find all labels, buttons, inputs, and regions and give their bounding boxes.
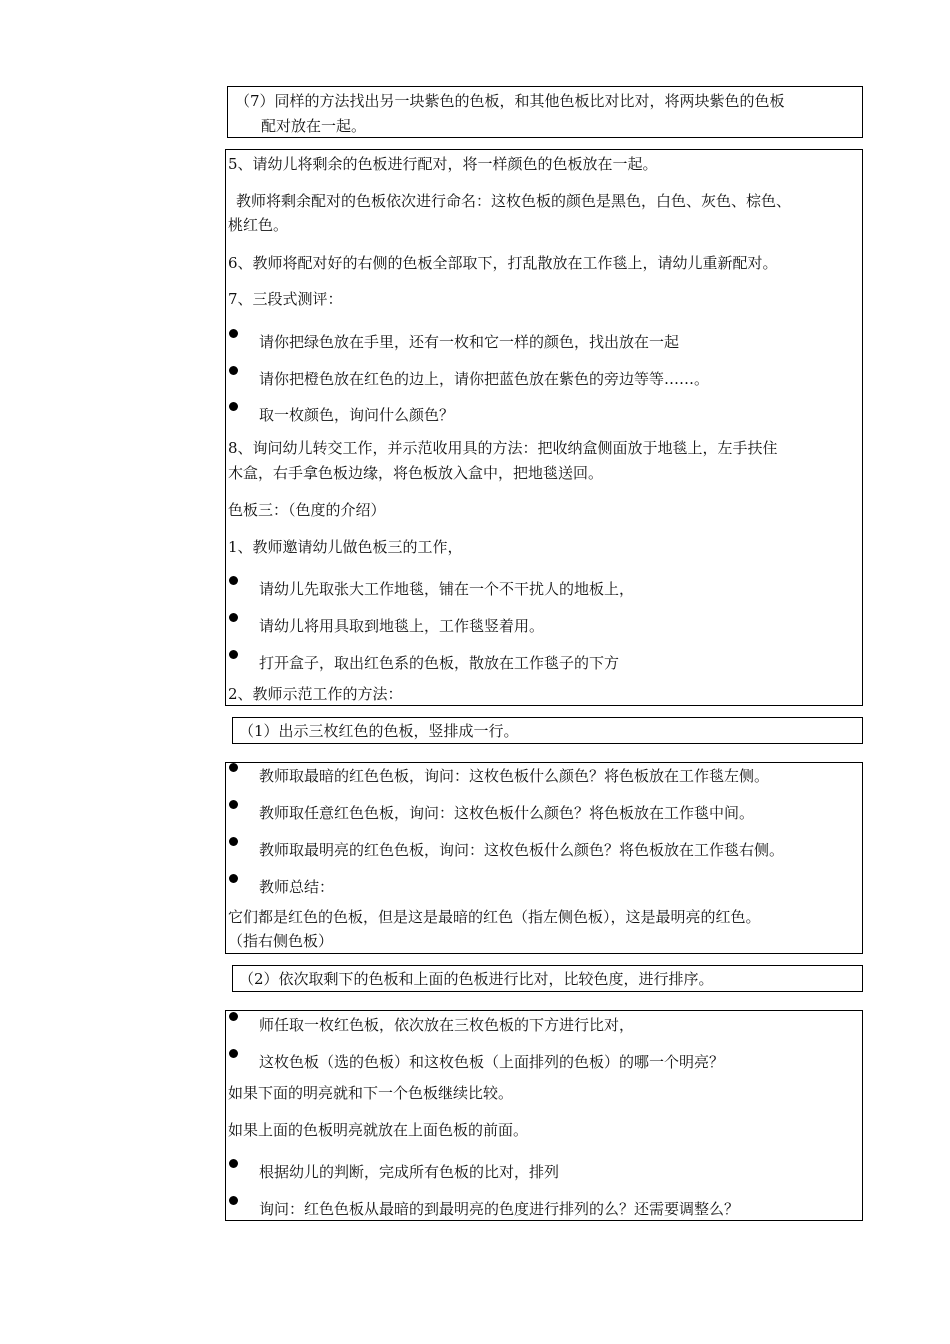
bullet-icon — [229, 837, 238, 846]
step-5: 5、请幼儿将剩余的色板进行配对，将一样颜色的色板放在一起。 — [228, 155, 658, 173]
demo-item-4: 教师总结： — [259, 878, 335, 896]
bullet-icon — [229, 613, 238, 622]
bullet-icon — [229, 650, 238, 659]
bullet-icon — [229, 1012, 238, 1021]
compare-item-3: 根据幼儿的判断，完成所有色板的比对，排列 — [259, 1163, 560, 1181]
step-6: 6、教师将配对好的右侧的色板全部取下，打乱散放在工作毯上，请幼儿重新配对。 — [228, 254, 778, 272]
comparison-box — [225, 1010, 863, 1221]
assessment-item-3: 取一枚颜色，询问什么颜色？ — [259, 406, 455, 424]
compare-item-1: 师任取一枚红色板，依次放在三枚色板的下方进行比对， — [259, 1016, 635, 1034]
bullet-icon — [229, 800, 238, 809]
bullet-icon — [229, 874, 238, 883]
bullet-icon — [229, 1049, 238, 1058]
prep-item-1: 请幼儿先取张大工作地毯，铺在一个不干扰人的地板上， — [259, 580, 635, 598]
assessment-item-1: 请你把绿色放在手里，还有一枚和它一样的颜色，找出放在一起 — [259, 333, 680, 351]
bullet-icon — [229, 1196, 238, 1205]
compare-rule-2: 如果上面的色板明亮就放在上面色板的前面。 — [228, 1121, 529, 1139]
summary-line-1: 它们都是红色的色板，但是这是最暗的红色（指左侧色板），这是最明亮的红色。 — [228, 908, 761, 926]
compare-item-2: 这枚色板（选的色板）和这枚色板（上面排列的色板）的哪一个明亮？ — [259, 1053, 725, 1071]
demo-item-3: 教师取最明亮的红色色板，询问：这枚色板什么颜色？将色板放在工作毯右侧。 — [259, 841, 785, 859]
summary-line-2: （指右侧色板） — [228, 932, 334, 950]
prep-item-2: 请幼儿将用具取到地毯上，工作毯竖着用。 — [259, 617, 545, 635]
bullet-icon — [229, 1159, 238, 1168]
board-three-step-2: 2、教师示范工作的方法： — [228, 685, 403, 703]
bullet-icon — [229, 402, 238, 411]
compare-rule-1: 如果下面的明亮就和下一个色板继续比较。 — [228, 1084, 514, 1102]
demo-step-2: （2）依次取剩下的色板和上面的色板进行比对，比较色度，进行排序。 — [239, 970, 714, 988]
bullet-icon — [229, 329, 238, 338]
step-8-line-1: 8、询问幼儿转交工作，并示范收用具的方法：把收纳盒侧面放于地毯上，左手扶住 — [228, 439, 778, 457]
bullet-icon — [229, 576, 238, 585]
compare-item-4: 询问：红色色板从最暗的到最明亮的色度进行排列的么？还需要调整么？ — [259, 1200, 740, 1218]
board-three-step-1: 1、教师邀请幼儿做色板三的工作， — [228, 538, 463, 556]
step-8-line-2: 木盒，右手拿色板边缘，将色板放入盒中，把地毯送回。 — [228, 464, 604, 482]
board-three-heading: 色板三：（色度的介绍） — [228, 501, 386, 519]
demo-item-2: 教师取任意红色色板，询问：这枚色板什么颜色？将色板放在工作毯中间。 — [259, 804, 755, 822]
bullet-icon — [229, 366, 238, 375]
prep-item-3: 打开盒子，取出红色系的色板，散放在工作毯子的下方 — [259, 654, 620, 672]
assessment-item-2: 请你把橙色放在红色的边上，请你把蓝色放在紫色的旁边等等……。 — [259, 370, 710, 388]
demo-item-1: 教师取最暗的红色色板，询问：这枚色板什么颜色？将色板放在工作毯左侧。 — [259, 767, 770, 785]
naming-line-1: 教师将剩余配对的色板依次进行命名：这枚色板的颜色是黑色，白色、灰色、棕色、 — [236, 192, 792, 210]
demo-step-1: （1）出示三枚红色的色板，竖排成一行。 — [239, 722, 519, 740]
step-7-line-1: （7）同样的方法找出另一块紫色的色板，和其他色板比对比对，将两块紫色的色板 — [235, 92, 785, 110]
step-7-line-2: 配对放在一起。 — [261, 117, 367, 135]
naming-line-2: 桃红色。 — [228, 216, 289, 234]
bullet-icon — [229, 763, 238, 772]
step-7-assessment: 7、三段式测评： — [228, 290, 343, 308]
